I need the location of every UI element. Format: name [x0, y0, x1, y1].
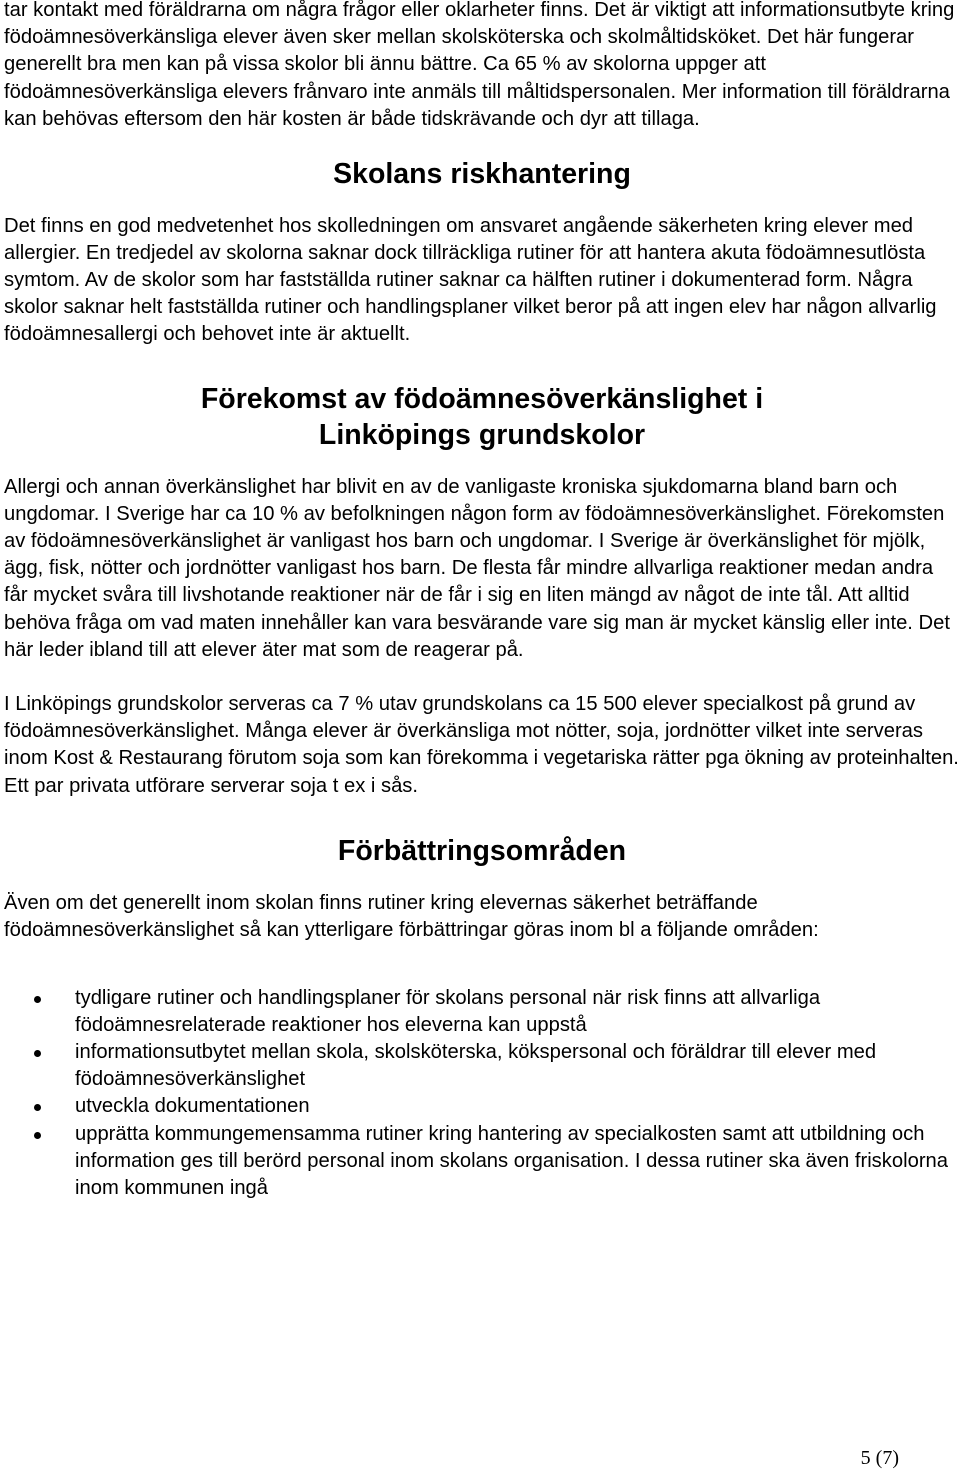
improvements-list [4, 985, 960, 1203]
intro-paragraph: tar kontakt med föräldrarna om några frågor eller oklarheter finns. Det är viktigt att informationsutbyte kring födoämnesöverkänsliga elever även sker mellan skolsköterska och skolmåltidsköket. Det här fungerar generellt bra men kan på vissa skolor bli ännu bättre. Ca 65 % av skolorna uppger att födoämnesöverkänsliga elevers frånvaro inte anmäls till måltidspersonalen. Mer information till föräldrarna kan behövas eftersom den här kosten är både tidskrävande och dyr att tillaga. [4, 0, 955, 130]
occurrence-paragraph-1: Allergi och annan överkänslighet har blivit en av de vanligaste kroniska sjukdomarna bland barn och ungdomar. I Sverige har ca 10 % av befolkningen någon form av födoämnesöverkänslighet. Förekomsten av födoämnesöverkänslighet är vanligast hos barn och ungdomar. I Sverige är överkänslighet för mjölk, ägg, fisk, nötter och jordnötter vanligast hos barn. De flesta får mindre allvarliga reaktioner medan andra får mycket svåra till livshotande reaktioner när de får i sig en liten mängd av något de inte tål. Att alltid behöva fråga om vad maten innehåller kan vara besvärande vare sig man är mycket känslig eller inte. Det här leder ibland till att elever äter mat som de reagerar på. [4, 475, 950, 661]
bullet-icon [34, 1104, 41, 1111]
occurrence-paragraph-2: I Linköpings grundskolor serveras ca 7 % utav grundskolans ca 15 500 elever specialkost på grund av födoämnesöverkänslighet. Många elever är överkänsliga mot nötter, soja, jordnötter vilket inte serveras inom Kost & Restaurang förutom soja som kan förekomma i vegetariska rätter pga ökning av proteinhalten. Ett par privata utförare serverar soja t ex i sås. [4, 692, 959, 797]
list-item [4, 1039, 960, 1093]
bullet-icon [34, 996, 41, 1003]
list-item [4, 985, 960, 1039]
list-item-text: informationsutbytet mellan skola, skolsköterska, kökspersonal och föräldrar till elever med födoämnesöverkänslighet [75, 1041, 877, 1091]
list-item-text: tydligare rutiner och handlingsplaner för skolans personal när risk finns att allvarliga födoämnesrelaterade reaktioner hos eleverna kan uppstå [75, 986, 821, 1036]
list-item-text: utveckla dokumentationen [75, 1095, 310, 1118]
section-heading-risk-management: Skolans riskhantering [333, 158, 631, 191]
document-page [4, 0, 960, 1202]
list-item-text: upprätta kommungemensamma rutiner kring hantering av specialkosten samt att utbildning och information ges till berörd personal inom skolans organisation. I dessa rutiner ska även friskolorna inom kommunen ingå [75, 1122, 948, 1200]
occurrence-heading-line-1: Förekomst av födoämnesöverkänslighet i [200, 382, 764, 415]
section-heading-improvements: Förbättringsområden [337, 834, 627, 867]
risk-management-paragraph: Det finns en god medvetenhet hos skolledningen om ansvaret angående säkerheten kring elever med allergier. En tredjedel av skolorna saknar dock tillräckliga rutiner för att hantera akuta födoämnesutlösta symtom. Av de skolor som har fastställda rutiner saknar ca hälften rutiner i dokumenterad form. Några skolor saknar helt fastställda rutiner och handlingsplaner vilket beror på att ingen elev har någon allvarlig födoämnesallergi och behovet inte är aktuellt. [4, 214, 937, 346]
improvements-paragraph: Även om det generellt inom skolan finns rutiner kring elevernas säkerhet beträffande födoämnesöverkänslighet så kan ytterligare förbättringar göras inom bl a följande områden: [4, 892, 819, 942]
list-item [4, 1121, 960, 1203]
section-heading-occurrence [4, 381, 960, 454]
page-number: 5 (7) [860, 1447, 899, 1469]
bullet-icon [34, 1050, 41, 1057]
bullet-icon [34, 1132, 41, 1139]
list-item [4, 1093, 960, 1120]
occurrence-heading-line-2: Linköpings grundskolor [318, 419, 646, 452]
